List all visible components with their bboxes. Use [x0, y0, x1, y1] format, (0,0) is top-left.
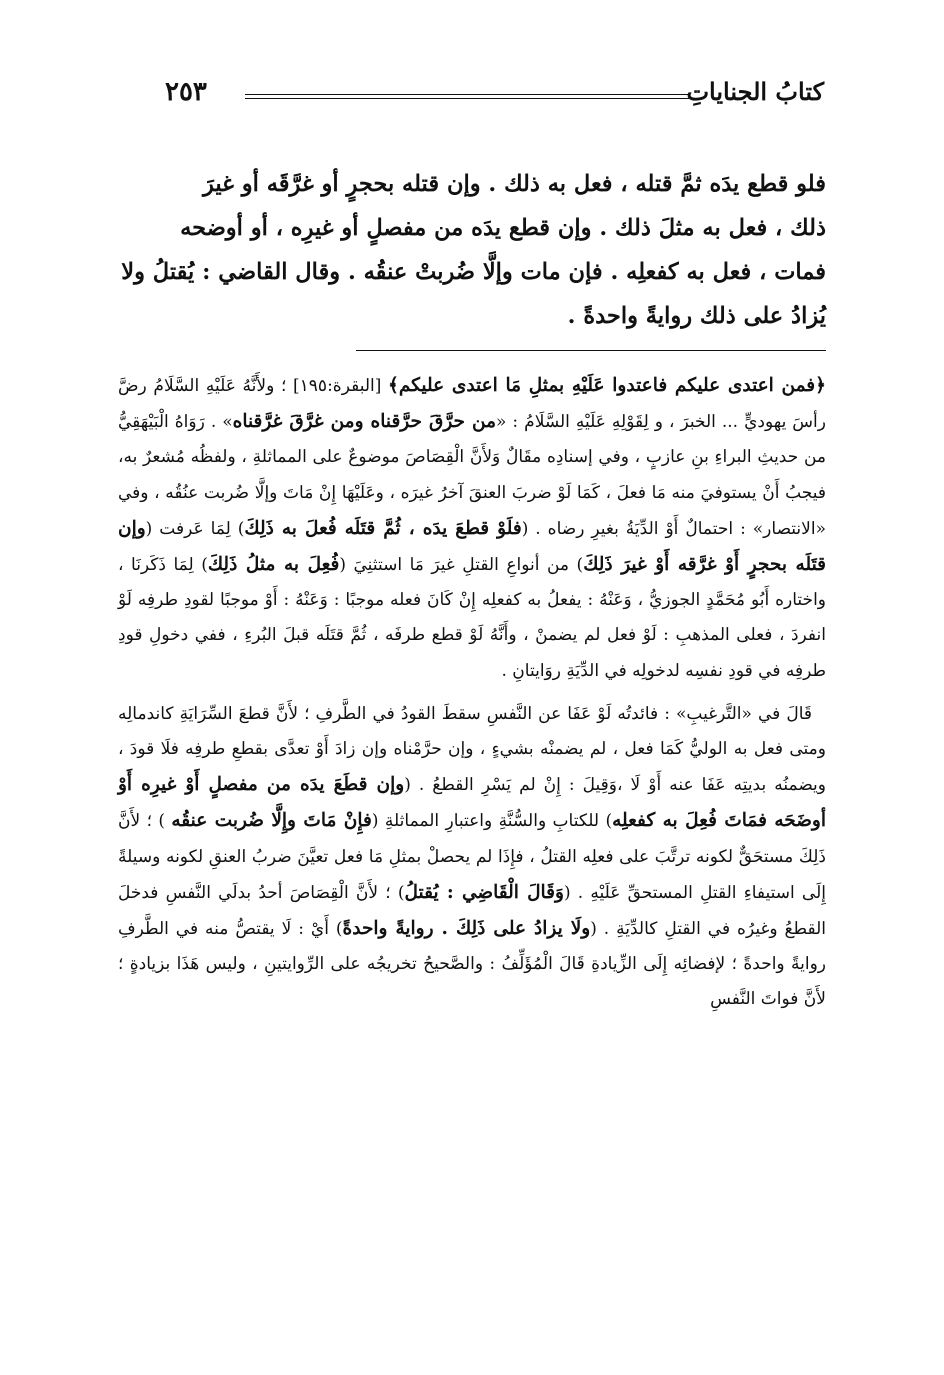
page-header	[165, 72, 824, 112]
main-text-line: فلو قطع يدَه ثمَّ قتله ، فعل به ذلك . وإن قتله بحجرٍ أو غرَّقَه أو غيرَ	[202, 171, 826, 197]
commentary-text: قَالَ في «التَّرغيبِ» : فائدتُه لَوْ عَفَا عن النَّفسِ سقطَ القودُ في الطَّرفِ ؛ لأَنَّ قطعَ السِّرَايَةِ كاندمالِه ومتى فعل به الوليُّ كَمَا فعل ، لم يضمنْه بشيءٍ ، وإن حرَّمْناه وإن زادَ أَوْ تعدَّى بقطعِ طرفِه فلَا قودَ ، ويضمنُه بديتِه عَفَا عنه أَوْ لَا ،وَقِيلَ : إِنْ لم يَسْرِ القطعُ . (	[118, 703, 827, 796]
commentary	[118, 368, 826, 1018]
commentary-text: ) لِمَا ذَكَرنَا ، واختاره أَبُو مُحَمَّدٍ الجوزيُّ ، وَعَنْهُ : يفعلُ به كفعلِه إِنْ كَانَ فعله موجبًا : وَعَنْهُ : أَوْ موجبًا لقودِ طرفِه لَوْ انفردَ ، فعلى المذهبِ : لَوْ فعل لم يضمنْ ، وأَنَّهُ لَوْ قطع طرفَه ، ثُمَّ قتَلَه قبلَ البُرءِ ، ففي دخولِ قودِ طرفِه في قودِ نفسِه لدخولِه في الدِّيَةِ روَايتانِ .	[118, 555, 826, 681]
quoted-matn-text: وإن قتَلَه بحجرٍ أَوْ غرَّقه أَوْ غيرَ ذَلِكَ	[118, 517, 826, 576]
main-text	[118, 162, 826, 338]
commentary-text: ) للكتابِ والسُّنَّةِ واعتبارِ المماثلةِ (	[371, 811, 613, 832]
commentary-text: [البقرة:١٩٥] ؛ ولأَنَّهُ عَلَيْهِ السَّلَامُ رضَّ رأسَ يهوديٍّ ... الخبرَ ، و لِقَوْلِهِ عَلَيْهِ السَّلَامُ : «	[118, 376, 826, 433]
commentary-text: ) أَيْ : لَا يقتصُّ منه في الطَّرفِ روايةً واحدةً ؛ لإفضائِه إِلَى الزِّيادةِ قَالَ الْمُؤَلِّفُ : والصَّحيحُ تخريجُه على الرِّوايتينِ ، وليس هَذَا بزيادةٍ ؛ لأَنَّ فواتَ النَّفسِ	[118, 919, 826, 1010]
quoted-matn-text: من حرَّقَ حرَّقناه ومن غرَّقَ غرَّقناه	[232, 411, 497, 433]
quoted-matn-text: فإِنْ مَاتَ وإِلَّا ضُربت عنقُه	[171, 810, 372, 832]
header-rule	[245, 94, 689, 99]
commentary-text: ) ؛ لأَنَّ ذَلِكَ مستحَقٌّ لكونه ترتَّبَ على فعلِه القتلُ ، فإِذَا لم يحصلْ بمثلِ مَا فعل تعيَّنَ ضربُ العنقِ لكونه وسيلةً إِلَى استيفاءِ القتلِ المستحقِّ عَلَيْهِ . (	[118, 811, 826, 903]
commentary-text: ) من أنواعِ القتلِ غيرَ مَا استثنِيَ (	[339, 555, 584, 576]
chapter-title: كتابُ الجناياتِ	[686, 77, 824, 106]
quoted-matn-text: وَقَالَ الْقَاضِي : يُقتلُ	[404, 881, 564, 903]
commentary-text: ) ؛ لأَنَّ الْقِصَاصَ أحدُ بدلَي النَّفسِ فدخلَ القطعُ وغيرُه في القتلِ كالدِّيَةِ . (	[118, 882, 826, 940]
commentary-paragraph	[118, 368, 826, 689]
commentary-text: ) لِمَا عَرفت (	[145, 518, 245, 539]
quoted-matn-text: وإن قطَعَ يدَه من مفصلٍ أَوْ غيرِه أَوْ أوضَحَه فمَاتَ فُعِلَ به كفعلِه	[118, 774, 826, 832]
commentary-text: » . رَوَاهُ الْبَيْهَقِيُّ من حديثِ البراءِ بنِ عازبٍ ، وفي إسنادِه مقَالٌ وَلأَنَّ الْقِصَاصَ موضوعٌ على المماثلةِ ، ولفظُه مُشعرٌ به، فيجبُ أَنْ يستوفيَ منه مَا فعلَ ، كَمَا لَوْ ضربَ العنقَ آخرُ غيرَه ، وعَلَيْهَا إِنْ مَاتَ وإلَّا ضُربت عنُقُه ، وفي «الانتصار» : احتمالٌ أَوْ الدِّيَةُ بغيرِ رضاه . (	[118, 412, 826, 539]
quoted-matn-text: فُعِلَ به مثلُ ذَلِكَ	[207, 554, 340, 576]
footnote-separator	[356, 350, 826, 351]
main-text-line: يُزادُ على ذلك روايةً واحدةً .	[567, 303, 826, 329]
page-number: ٢٥٣	[165, 77, 207, 107]
main-text-line: فمات ، فعل به كفعلِه . فإن مات وإلَّا ضُربتْ عنقُه . وقال القاضي : يُقتلُ ولا	[121, 259, 826, 285]
quoted-matn-text: ولَا يزادُ على ذَلِكَ . روايةً واحدةً	[342, 918, 591, 940]
commentary-paragraph	[118, 697, 826, 1018]
main-text-line: ذلك ، فعل به مثلَ ذلك . وإن قطع يدَه من مفصلٍ أو غيرِه ، أو أوضحه	[180, 215, 826, 241]
quoted-matn-text: فلَوْ قطعَ يدَه ، ثُمَّ قتَلَه فُعلَ به ذَلِكَ	[244, 517, 522, 539]
quoted-matn-text: ﴿فمن اعتدى عليكم فاعتدوا عَلَيْهِ بمثلِ مَا اعتدى عليكم﴾	[388, 375, 826, 396]
